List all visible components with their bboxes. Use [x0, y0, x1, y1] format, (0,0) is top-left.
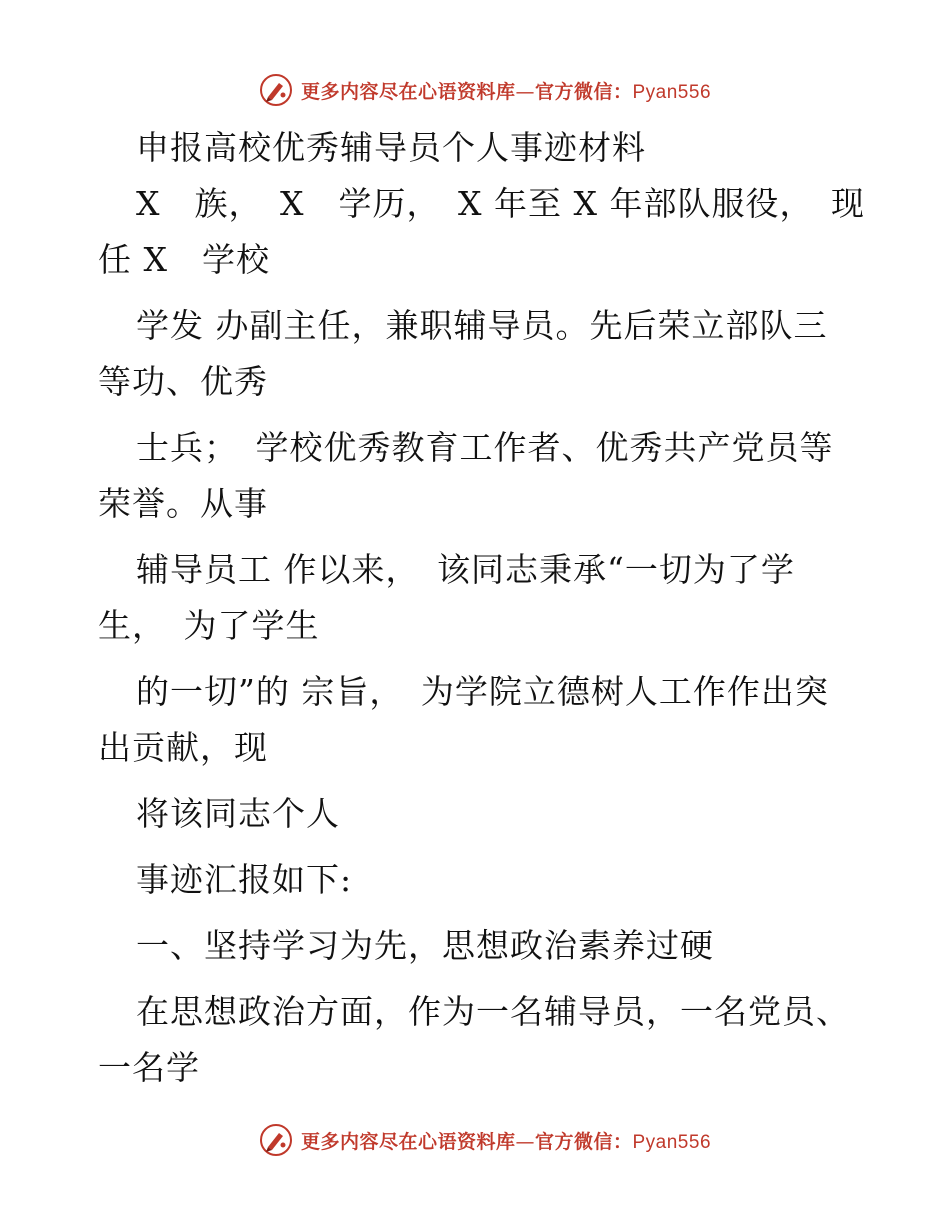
- document-line: 荣誉。从事: [98, 484, 268, 523]
- footer-banner-wechat-label: 官方微信：: [534, 1130, 633, 1153]
- document-line: 辅导员工 作以来， 该同志秉承“一切为了学: [136, 550, 795, 589]
- header-banner-wechat-label: 官方微信：: [534, 80, 633, 103]
- document-line: 一名学: [98, 1048, 200, 1087]
- document-line: 将该同志个人: [136, 794, 340, 833]
- document-line: 在思想政治方面，作为一名辅导员，一名党员、: [136, 992, 850, 1031]
- document-line: X 族， X 学历， X 年至 X 年部队服役， 现: [136, 184, 865, 223]
- document-line: 事迹汇报如下:: [136, 860, 353, 899]
- header-banner-wechat-id: Pyan556: [632, 81, 712, 103]
- document-line: 等功、优秀: [98, 362, 268, 401]
- footer-banner-content: [259, 1123, 711, 1157]
- header-banner-dash: —: [515, 80, 535, 103]
- footer-banner: [0, 1120, 950, 1160]
- document-line: 学发 办副主任，兼职辅导员。先后荣立部队三: [136, 306, 828, 345]
- header-banner-slogan: 更多内容尽在心语资料库: [300, 80, 516, 103]
- footer-banner-text: [301, 1127, 711, 1154]
- header-banner-content: [259, 73, 711, 107]
- red-pen-logo-icon: [259, 73, 293, 107]
- footer-banner-dash: —: [515, 1130, 535, 1153]
- document-line: 生， 为了学生: [98, 606, 320, 645]
- section-heading: 一、坚持学习为先，思想政治素养过硬: [136, 926, 714, 965]
- footer-banner-slogan: 更多内容尽在心语资料库: [300, 1130, 516, 1153]
- document-line: 士兵； 学校优秀教育工作者、优秀共产党员等: [136, 428, 834, 467]
- document-line: 出贡献，现: [98, 728, 268, 767]
- document-line: 的一切”的 宗旨， 为学院立德树人工作作出突: [136, 672, 829, 711]
- header-banner: [0, 70, 950, 110]
- red-pen-logo-icon: [259, 1123, 293, 1157]
- document-body: [98, 120, 865, 1096]
- document-line: 任 X 学校: [98, 240, 270, 279]
- header-banner-text: [301, 77, 711, 104]
- footer-banner-wechat-id: Pyan556: [632, 1131, 712, 1153]
- document-title: 申报高校优秀辅导员个人事迹材料: [136, 128, 646, 167]
